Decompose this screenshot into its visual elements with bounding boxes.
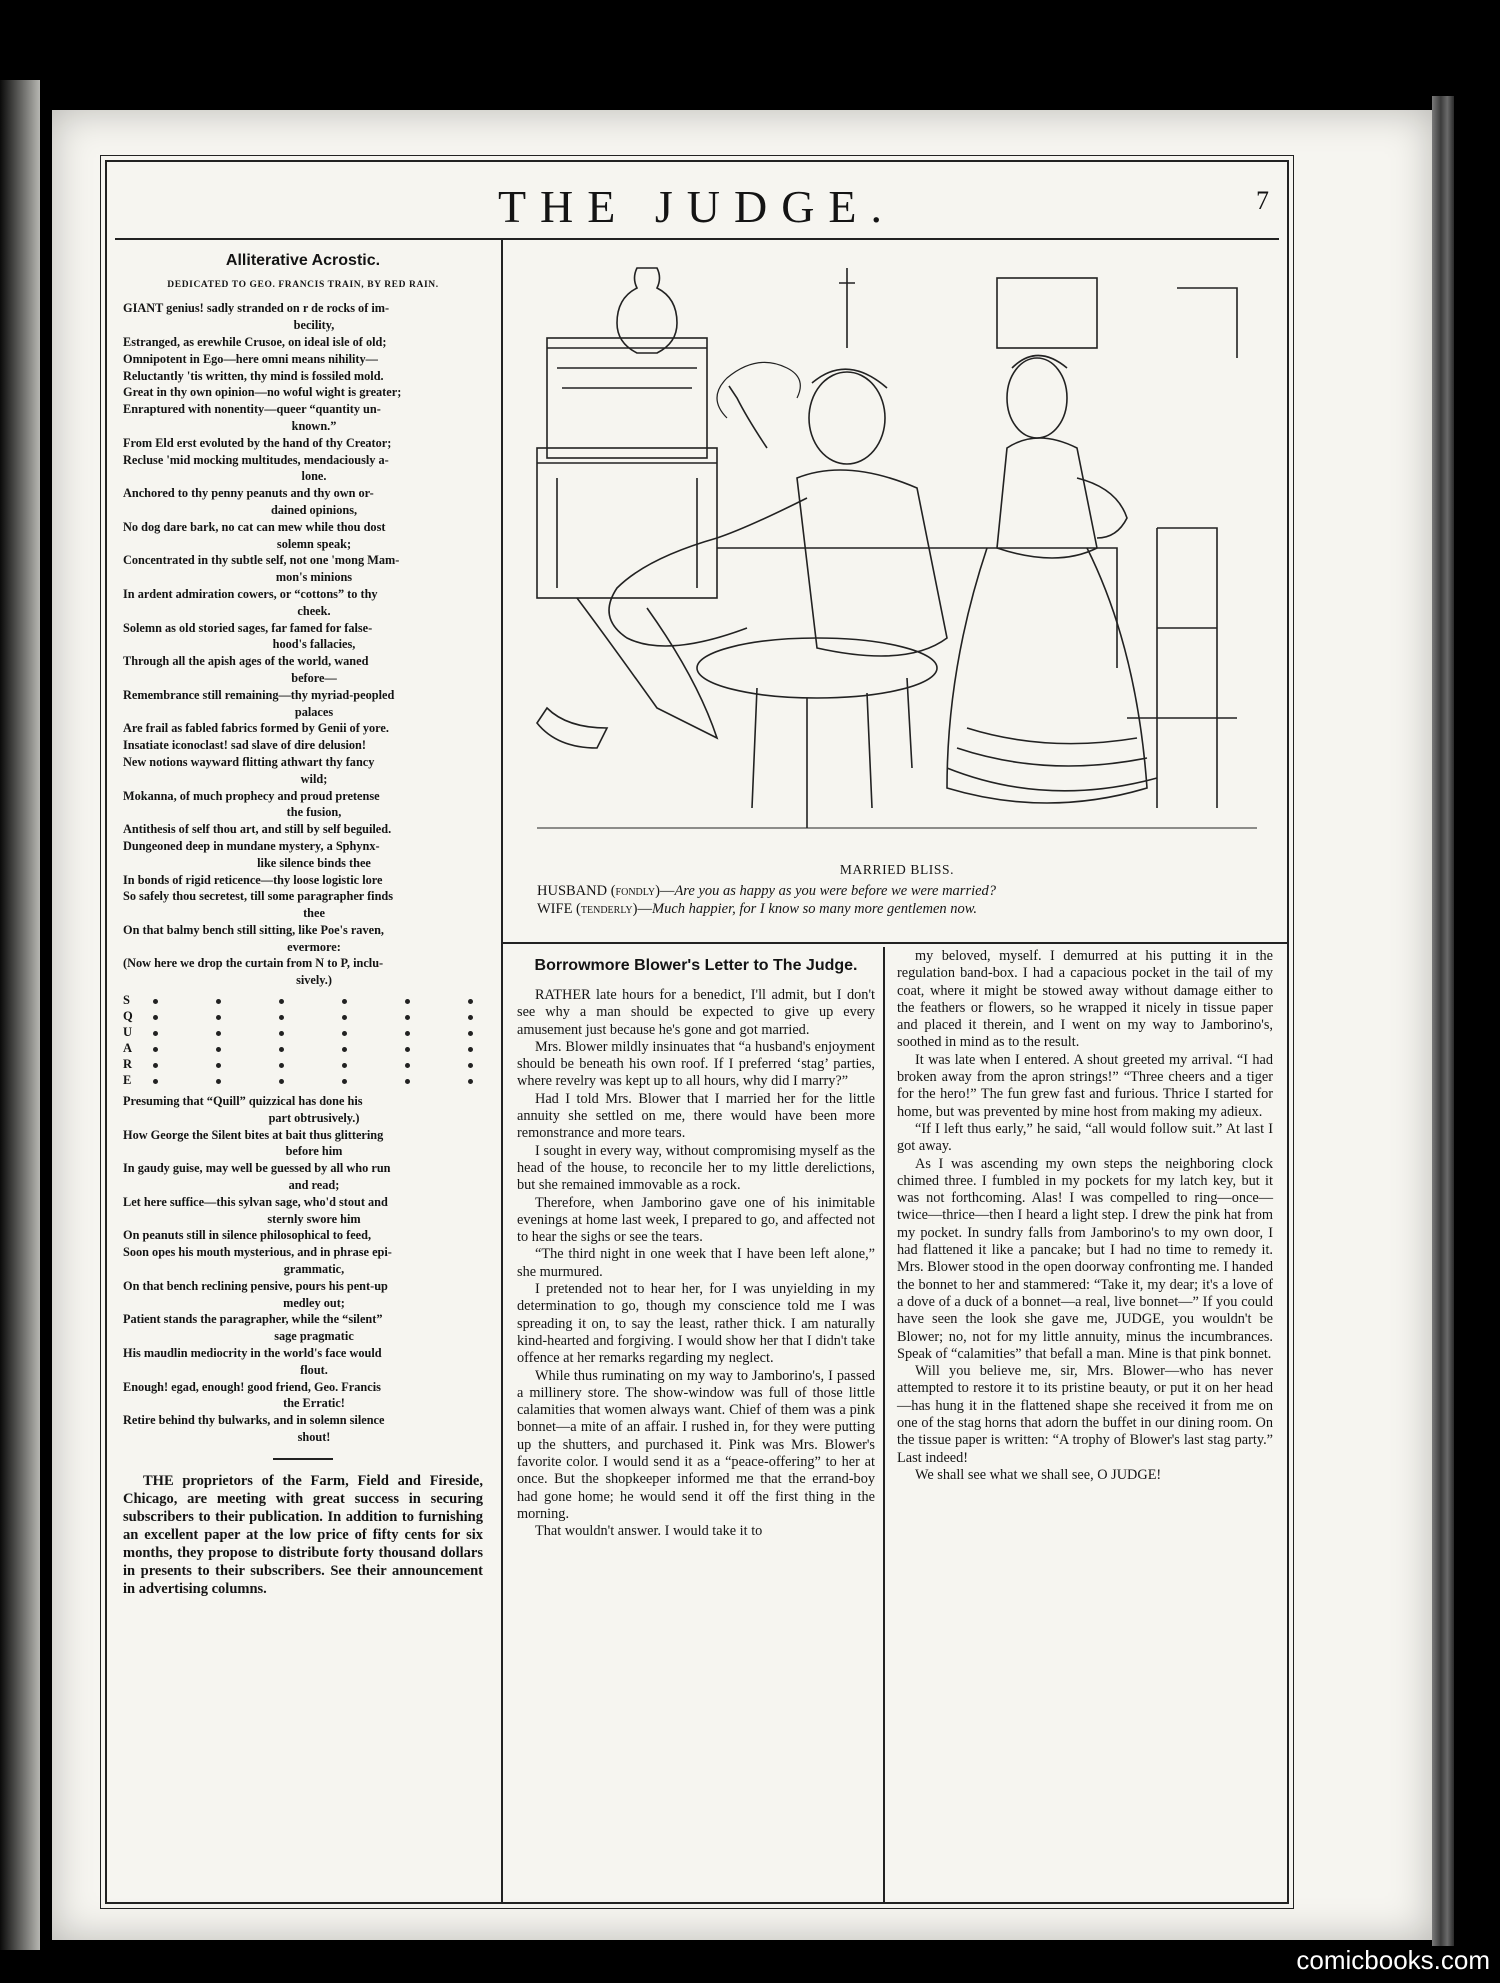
verse-line-text: Solemn as old storied sages, far famed for false- [123,620,373,635]
square-row [123,1073,483,1089]
article-paragraph: We shall see what we shall see, O JUDGE! [915,1466,1162,1483]
column-rule-1 [501,238,503,1902]
square-row [123,1057,483,1073]
dot-mark [153,1063,158,1068]
article-paragraph: “If I left thus early,” he said, “all would follow suit.” At last I got away. [897,1120,1273,1155]
dot-mark [153,1079,158,1084]
square-row [123,1041,483,1057]
verse-line-continuation: evermore: [287,939,341,954]
verse-line-text: Mokanna, of much prophecy and proud pretense [123,788,380,803]
dot-mark [279,1063,284,1068]
verse-line-text: Remembrance still remaining—thy myriad-peopled [123,687,395,702]
section-divider [273,1458,333,1460]
caption-wife-line [537,900,1277,918]
verse-line-text: In ardent admiration cowers, or “cottons” to thy [123,586,378,601]
verse-line [123,653,483,687]
verse-line-text: Great in thy own opinion—no woful wight is greater; [123,385,402,400]
verse-line-continuation: becility, [293,318,335,333]
husband-dialogue: Are you as happy as you were before we were married? [674,883,997,899]
article-paragraph: Mrs. Blower mildly insinuates that “a husband's enjoyment should be beneath his own roof. If I preferred ‘stag’ parties, where revelry was kept up to all hours, why did I marry?” [517,1038,875,1090]
dot-mark [216,1063,221,1068]
dot-mark [216,999,221,1004]
verse-line-text: No dog dare bark, no cat can mew while thou dost [123,519,386,534]
verse-line-continuation: like silence binds thee [257,855,371,870]
article-paragraph: “The third night in one week that I have been left alone,” she murmured. [517,1246,875,1280]
wife-speaker: WIFE (tenderly)— [537,901,652,917]
dot-mark [216,1079,221,1084]
column-rule-2 [883,947,885,1902]
verse-line-continuation: before— [291,670,337,685]
cartoon-caption [537,882,1277,918]
verse-line-continuation: mon's minions [275,570,353,585]
masthead-rule [115,238,1279,240]
verse-line [123,519,483,553]
square-letter: R [123,1057,133,1072]
verse-line-continuation: dained opinions, [270,502,358,517]
verse-line [123,401,483,435]
dot-mark [468,1079,473,1084]
verse-line-text: Presuming that “Quill” quizzical has done his [123,1094,363,1109]
square-letter: E [123,1073,132,1088]
square-letter: S [123,993,130,1008]
verse-line-text: So safely thou secretest, till some paragrapher finds [123,889,394,904]
dot-mark [279,999,284,1004]
verse-line [123,1227,483,1244]
verse-line-text: On that bench reclining pensive, pours his pent-up [123,1278,388,1293]
square-row [123,993,483,1009]
article-paragraph: RATHER late hours for a benedict, I'll admit, but I don't see why a man should be expected to give up every amusement just because he's gone and got married. [517,987,875,1038]
verse-line-text: From Eld erst evoluted by the hand of thy Creator; [123,435,392,450]
verse-line-text: Insatiate iconoclast! sad slave of dire delusion! [123,738,366,753]
verse-line-continuation: shout! [297,1430,331,1445]
verse-line-text: Estranged, as erewhile Crusoe, on ideal isle of old; [123,335,387,349]
dot-mark [216,1015,221,1020]
article-paragraph: my beloved, myself. I demurred at his putting it in the regulation band-box. I had a capacious pocket in the tail of my coat, where it might be stowed away without damage either to the feathers or flowers, so he wrapped it nicely in tissue paper and placed it therein, and I went on my way to Jamborino's, soothed in mind as to the result. [897,948,1273,1051]
dot-mark [279,1079,284,1084]
notice-paragraph: THE proprietors of the Farm, Field and Fireside, Chicago, are meeting with great success in securing subscribers to their publication. In addition to furnishing an excellent paper at the low price of fifty cents for six months, they propose to distribute forty thousand dollars in presents to their subscribers. See their announcement in advertising columns. [123,1472,483,1597]
article-rule [501,942,1287,944]
verse-line [123,821,483,838]
dot-mark [342,999,347,1004]
verse-line [123,586,483,620]
verse-line-text: On that balmy bench still sitting, like Poe's raven, [123,922,384,937]
verse-line [123,1127,483,1161]
square-row [123,1009,483,1025]
verse-line-text: His maudlin mediocrity in the world's face would [123,1346,382,1361]
square-dots [153,1079,483,1084]
verse-line-text: (Now here we drop the curtain from N to P, inclu- [123,956,384,971]
verse-line-text: Let here suffice—this sylvan sage, who'd stout and [123,1194,388,1209]
verse-line [123,351,483,368]
verse-line-text: Reluctantly 'tis written, thy mind is fossiled mold. [123,368,384,383]
caption-husband-line [537,882,1277,900]
husband-speaker: HUSBAND (fondly)— [537,883,675,899]
verse-line-text: GIANT genius! sadly stranded on r de rocks of im- [123,301,390,316]
acrostic-verse [123,300,483,989]
verse-line-text: Antithesis of self thou art, and still by self beguiled. [123,822,392,837]
verse-line [123,1093,483,1127]
dot-mark [279,1031,284,1036]
verse-line-text: In gaudy guise, may well be guessed by all who run [123,1161,391,1176]
verse-line [123,1278,483,1312]
dot-mark [468,1031,473,1036]
acrostic-square [123,993,483,1089]
square-row [123,1025,483,1041]
verse-line-text: Enraptured with nonentity—queer “quantity un- [123,402,381,417]
verse-line-continuation: medley out; [283,1295,345,1310]
verse-line [123,1244,483,1278]
square-letter: A [123,1041,133,1056]
dot-mark [153,1015,158,1020]
dot-mark [405,1079,410,1084]
verse-line-continuation: sternly swore him [267,1211,361,1226]
acrostic-verse-continued [123,1093,483,1446]
verse-line [123,452,483,486]
dot-mark [153,1047,158,1052]
page-frame [105,160,1289,1904]
article-paragraph: I sought in every way, without compromising myself as the head of the house, to reconcile her to my little derelictions, but she remained immovable as a rock. [517,1142,875,1194]
dot-mark [468,1015,473,1020]
verse-line-continuation: sively.) [296,973,332,988]
dot-mark [468,999,473,1004]
married-bliss-illustration [517,248,1277,848]
verse-line [123,922,483,956]
acrostic-title: Alliterative Acrostic. [225,252,381,269]
acrostic-column [123,248,483,1598]
square-letter: U [123,1025,133,1040]
verse-line-text: Concentrated in thy subtle self, not one 'mong Mam- [123,553,400,568]
masthead-title: THE JUDGE. [497,181,897,232]
article-paragraph: It was late when I entered. A shout greeted my arrival. “I had broken away from the apron strings!” “Three cheers and a tiger for the hero!” The fun grew fast and furious. Thrice I started for home, but was prevented by mine host from making my adieux. [897,1051,1273,1120]
verse-line [123,1160,483,1194]
verse-line-text: Are frail as fabled fabrics formed by Genii of yore. [123,721,389,736]
wife-dialogue: Much happier, for I know so many more gentlemen now. [652,901,977,917]
dot-mark [405,1031,410,1036]
page-edge [1432,96,1454,1946]
dot-mark [468,1047,473,1052]
square-letter: Q [123,1009,133,1024]
watermark: comicbooks.com [1296,1945,1490,1975]
dot-mark [342,1047,347,1052]
square-dots [153,1047,483,1052]
verse-line [123,334,483,351]
dot-mark [279,1047,284,1052]
verse-line-text: Through all the apish ages of the world, waned [123,654,369,669]
article-title: Borrowmore Blower's Letter to The Judge. [534,957,858,974]
article-column-1 [517,952,875,1541]
verse-line-continuation: the fusion, [286,805,342,820]
dot-mark [468,1063,473,1068]
square-dots [153,1063,483,1068]
dot-mark [405,1047,410,1052]
verse-line-continuation: before him [285,1144,343,1159]
verse-line-text: Anchored to thy penny peanuts and thy own or- [123,486,374,501]
verse-line-continuation: cheek. [297,603,331,618]
verse-line [123,1311,483,1345]
article-body-2 [897,948,1273,1484]
square-dots [153,1015,483,1020]
verse-line [123,687,483,721]
verse-line-text: Enough! egad, enough! good friend, Geo. Francis [123,1379,381,1394]
dot-mark [153,1031,158,1036]
verse-line-continuation: thee [303,906,325,921]
verse-line-continuation: hood's fallacies, [272,637,356,652]
verse-line-continuation: grammatic, [283,1262,345,1277]
verse-line-text: Recluse 'mid mocking multitudes, mendaciously a- [123,452,389,467]
verse-line [123,1345,483,1379]
verse-line-continuation: part obtrusively.) [268,1110,360,1125]
verse-line [123,552,483,586]
article-paragraph: While thus ruminating on my way to Jamborino's, I passed a millinery store. The show-window was full of those little calamities that women always want. Chief of them was a pink bonnet—a mite of an affair. I rushed in, for they were putting up the shutters, and purchased it. Pink was Mrs. Blower's favorite color. I would send it as a “peace-offering” to her at once. But the shopkeeper informed me that the errand-boy had gone home; he would send it off the first thing in the morning. [517,1367,875,1522]
verse-line [123,754,483,788]
article-column-2 [897,948,1273,1484]
verse-line-text: Soon opes his mouth mysterious, and in phrase epi- [123,1245,392,1260]
verse-line [123,737,483,754]
verse-line [123,1412,483,1446]
dot-mark [342,1063,347,1068]
verse-line-text: Omnipotent in Ego—here omni means nihility— [123,351,378,366]
verse-line [123,384,483,401]
verse-line-continuation: flout. [300,1362,328,1377]
verse-line-continuation: the Erratic! [283,1396,345,1411]
verse-line-text: In bonds of rigid reticence—thy loose logistic lore [123,872,383,887]
verse-line-continuation: sage pragmatic [274,1329,354,1344]
verse-line-text: Dungeoned deep in mundane mystery, a Sphynx- [123,838,380,853]
verse-line-continuation: solemn speak; [276,536,352,551]
verse-line [123,1194,483,1228]
verse-line [123,368,483,385]
square-dots [153,999,483,1004]
page-gutter [0,80,40,1950]
article-paragraph: As I was ascending my own steps the neighboring clock chimed three. I fumbled in my pockets for my latch key, but it was not forthcoming. Alas! I was compelled to ring—once—twice—thrice—then I heard a light step. I drew the pink hat from my pocket. In sundry falls from Jamborino's to my own door, I had flattened it like a pancake; but I had no time to remedy it. Mrs. Blower stood in the open doorway confronting me. I handed the bonnet to her and stammered: “Take it, my dear; it's a love of a dove of a duck of a bonnet—a real, live bonnet—” If you could have seen the look she gave me, JUDGE, you wouldn't be Blower; no, not for my little annuity, minus the incumbrances. Speak of “calamities” that befall a man. Mine is that pink bonnet. [897,1155,1273,1362]
acrostic-dedication: DEDICATED TO GEO. FRANCIS TRAIN, BY RED RAIN. [167,280,439,291]
verse-line-text: On peanuts still in silence philosophical to feed, [123,1228,372,1243]
verse-line-text: How George the Silent bites at bait thus glittering [123,1127,384,1142]
article-paragraph: Will you believe me, sir, Mrs. Blower—who has never attempted to restore it to its pristine beauty, or put it on her head—has hung it in the flattened shape she received it from me on one of the stag horns that adorn the buffet in our dining room. On the tissue paper is written: “A trophy of Blower's last stag party.” Last indeed! [897,1363,1273,1466]
verse-line [123,888,483,922]
verse-line-text: Retire behind thy bulwarks, and in solemn silence [123,1413,385,1428]
verse-line [123,872,483,889]
dot-mark [279,1015,284,1020]
cartoon-title: MARRIED BLISS. [839,862,955,877]
verse-line [123,838,483,872]
dot-mark [216,1047,221,1052]
dot-mark [405,1063,410,1068]
article-paragraph: Therefore, when Jamborino gave one of his inimitable evenings at home last week, I prepared to go, and affected not to hear the sighs or see the tears. [517,1194,875,1246]
verse-line [123,300,483,334]
article-body-1 [517,987,875,1541]
verse-line-continuation: known.” [291,418,337,433]
dot-mark [405,1015,410,1020]
verse-line-continuation: and read; [288,1178,340,1193]
verse-line [123,720,483,737]
verse-line [123,1379,483,1413]
verse-line [123,788,483,822]
verse-line [123,620,483,654]
page-number: 7 [1256,186,1269,215]
verse-line-continuation: lone. [301,469,327,484]
article-paragraph: That wouldn't answer. I would take it to [535,1523,763,1540]
verse-line [123,435,483,452]
verse-line-text: New notions wayward flitting athwart thy fancy [123,754,375,769]
article-paragraph: I pretended not to hear her, for I was unyielding in my determination to go, though my conscience told me I was spreading it on, to say the least, rather thick. I am naturally kind-hearted and forgiving. I would show her that I didn't take offence at her remarks regarding my neglect. [517,1281,875,1367]
square-dots [153,1031,483,1036]
dot-mark [216,1031,221,1036]
dot-mark [153,999,158,1004]
dot-mark [342,1031,347,1036]
article-paragraph: Had I told Mrs. Blower that I married her for the little annuity she settled on me, there would have been more remonstrance and more tears. [517,1090,875,1142]
verse-line [123,485,483,519]
dot-mark [342,1015,347,1020]
verse-line-continuation: palaces [294,704,334,719]
verse-line [123,955,483,989]
dot-mark [342,1079,347,1084]
dot-mark [405,999,410,1004]
verse-line-text: Patient stands the paragrapher, while the “silent” [123,1312,383,1327]
verse-line-continuation: wild; [300,771,328,786]
